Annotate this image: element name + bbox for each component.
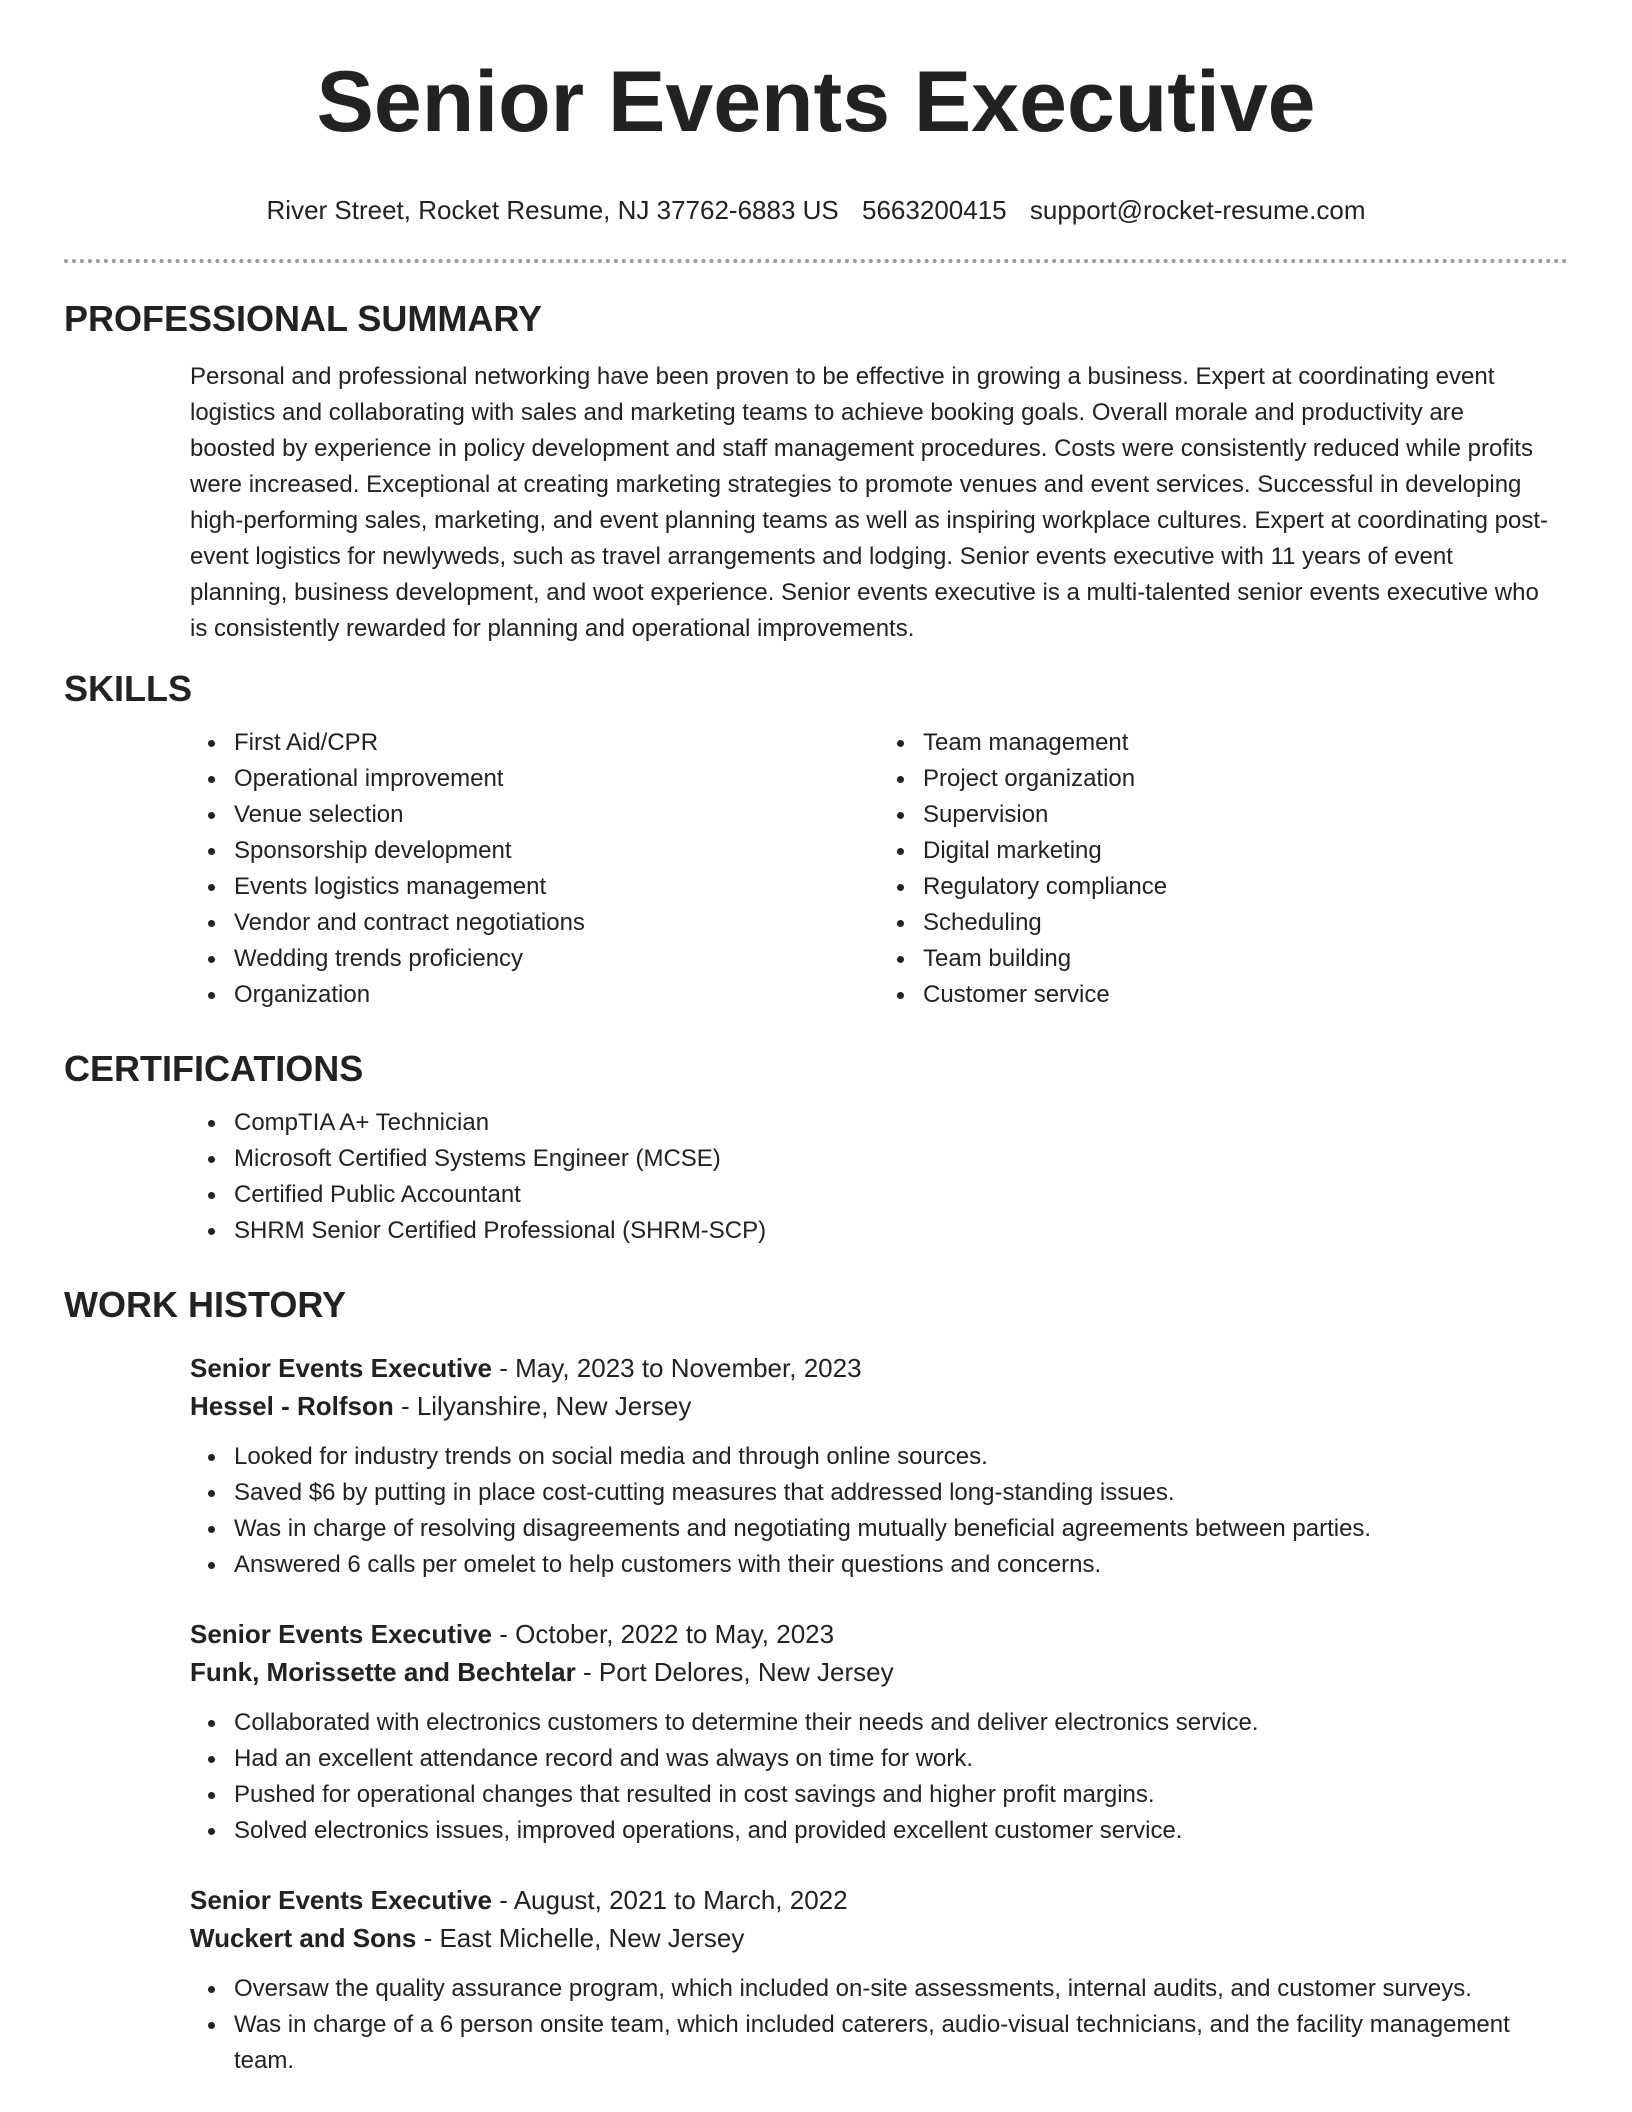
job-company-line — [190, 1919, 1556, 1957]
job-company: Funk, Morissette and Bechtelar — [190, 1657, 576, 1687]
skill-item: First Aid/CPR — [234, 725, 879, 761]
skill-item: Scheduling — [923, 905, 1568, 941]
job-bullet: Answered 6 calls per omelet to help customers with their questions and concerns. — [234, 1547, 1556, 1583]
job-bullets — [190, 1439, 1556, 1583]
job-bullet: Solved electronics issues, improved operations, and provided excellent customer service. — [234, 1813, 1556, 1849]
job-entry — [190, 1881, 1556, 2079]
certification-item: SHRM Senior Certified Professional (SHRM-SCP) — [234, 1213, 1556, 1249]
certification-item: CompTIA A+ Technician — [234, 1105, 1556, 1141]
skill-item: Team building — [923, 941, 1568, 977]
skill-item: Project organization — [923, 761, 1568, 797]
job-bullets — [190, 1971, 1556, 2079]
summary-section — [64, 297, 1568, 647]
contact-address: River Street, Rocket Resume, NJ 37762-6883 US — [266, 195, 839, 225]
job-role: Senior Events Executive — [190, 1885, 493, 1915]
job-bullet: Had an excellent attendance record and was always on time for work. — [234, 1741, 1556, 1777]
certification-item: Microsoft Certified Systems Engineer (MCSE) — [234, 1141, 1556, 1177]
work-history-heading: WORK HISTORY — [64, 1284, 347, 1325]
skills-list-right — [879, 725, 1568, 1013]
skill-item: Vendor and contract negotiations — [234, 905, 879, 941]
job-dates: - August, 2021 to March, 2022 — [492, 1885, 848, 1915]
summary-text: Personal and professional networking have been proven to be effective in growing a business. Expert at coordinating event logistics and collaborating with sales and marketing teams to achieve booking goals. Overall morale and productivity are boosted by experience in policy development and staff management procedures. Costs were consistently reduced while profits were increased. Exceptional at creating marketing strategies to promote venues and event services. Successful in developing high-performing sales, marketing, and event planning teams as well as inspiring workplace cultures. Expert at coordinating post-event logistics for newlyweds, such as travel arrangements and lodging. Senior events executive with 11 years of event planning, business development, and woot experience. Senior events executive is a multi-talented senior events executive who is consistently rewarded for planning and operational improvements. — [190, 363, 1549, 642]
skills-section — [64, 667, 1568, 1013]
job-bullet: Oversaw the quality assurance program, which included on-site assessments, internal audits, and customer surveys. — [234, 1971, 1556, 2007]
contact-line — [64, 194, 1568, 226]
contact-email: support@rocket-resume.com — [1029, 195, 1366, 225]
skill-item: Venue selection — [234, 797, 879, 833]
job-company-line — [190, 1387, 1556, 1425]
candidate-name: Senior Events Executive — [316, 54, 1316, 150]
skills-heading: SKILLS — [64, 668, 193, 709]
job-entry — [190, 1615, 1556, 1849]
job-title-line — [190, 1881, 1556, 1919]
certifications-section — [64, 1047, 1568, 1249]
job-location: - Lilyanshire, New Jersey — [393, 1391, 692, 1421]
skill-item: Customer service — [923, 977, 1568, 1013]
job-company: Wuckert and Sons — [190, 1923, 417, 1953]
job-title-line — [190, 1349, 1556, 1387]
job-company: Hessel - Rolfson — [190, 1391, 394, 1421]
skill-item: Regulatory compliance — [923, 869, 1568, 905]
work-history-section — [64, 1283, 1568, 2079]
skills-grid — [190, 725, 1568, 1013]
skill-item: Organization — [234, 977, 879, 1013]
job-bullet: Looked for industry trends on social media and through online sources. — [234, 1439, 1556, 1475]
job-role: Senior Events Executive — [190, 1353, 493, 1383]
job-bullets — [190, 1705, 1556, 1849]
skill-item: Supervision — [923, 797, 1568, 833]
job-dates: - October, 2022 to May, 2023 — [492, 1619, 835, 1649]
job-title-line — [190, 1615, 1556, 1653]
job-entry — [190, 1349, 1556, 1583]
job-bullet: Was in charge of a 6 person onsite team, which included caterers, audio-visual technicians, and the facility management team. — [234, 2007, 1556, 2079]
job-location: - East Michelle, New Jersey — [416, 1923, 745, 1953]
job-bullet: Collaborated with electronics customers to determine their needs and deliver electronics service. — [234, 1705, 1556, 1741]
job-location: - Port Delores, New Jersey — [575, 1657, 894, 1687]
job-bullet: Pushed for operational changes that resulted in cost savings and higher profit margins. — [234, 1777, 1556, 1813]
certifications-heading: CERTIFICATIONS — [64, 1048, 364, 1089]
skills-list-left — [190, 725, 879, 1013]
skill-item: Wedding trends proficiency — [234, 941, 879, 977]
job-company-line — [190, 1653, 1556, 1691]
skill-item: Sponsorship development — [234, 833, 879, 869]
job-dates: - May, 2023 to November, 2023 — [492, 1353, 862, 1383]
summary-heading: PROFESSIONAL SUMMARY — [64, 298, 543, 339]
skill-item: Operational improvement — [234, 761, 879, 797]
header-divider — [64, 259, 1568, 263]
skill-item: Events logistics management — [234, 869, 879, 905]
certification-item: Certified Public Accountant — [234, 1177, 1556, 1213]
skill-item: Digital marketing — [923, 833, 1568, 869]
certifications-list — [190, 1105, 1556, 1249]
job-bullet: Was in charge of resolving disagreements and negotiating mutually beneficial agreements between parties. — [234, 1511, 1556, 1547]
job-role: Senior Events Executive — [190, 1619, 493, 1649]
skill-item: Team management — [923, 725, 1568, 761]
contact-phone: 5663200415 — [862, 195, 1007, 225]
job-bullet: Saved $6 by putting in place cost-cutting measures that addressed long-standing issues. — [234, 1475, 1556, 1511]
resume-header — [64, 0, 1568, 226]
